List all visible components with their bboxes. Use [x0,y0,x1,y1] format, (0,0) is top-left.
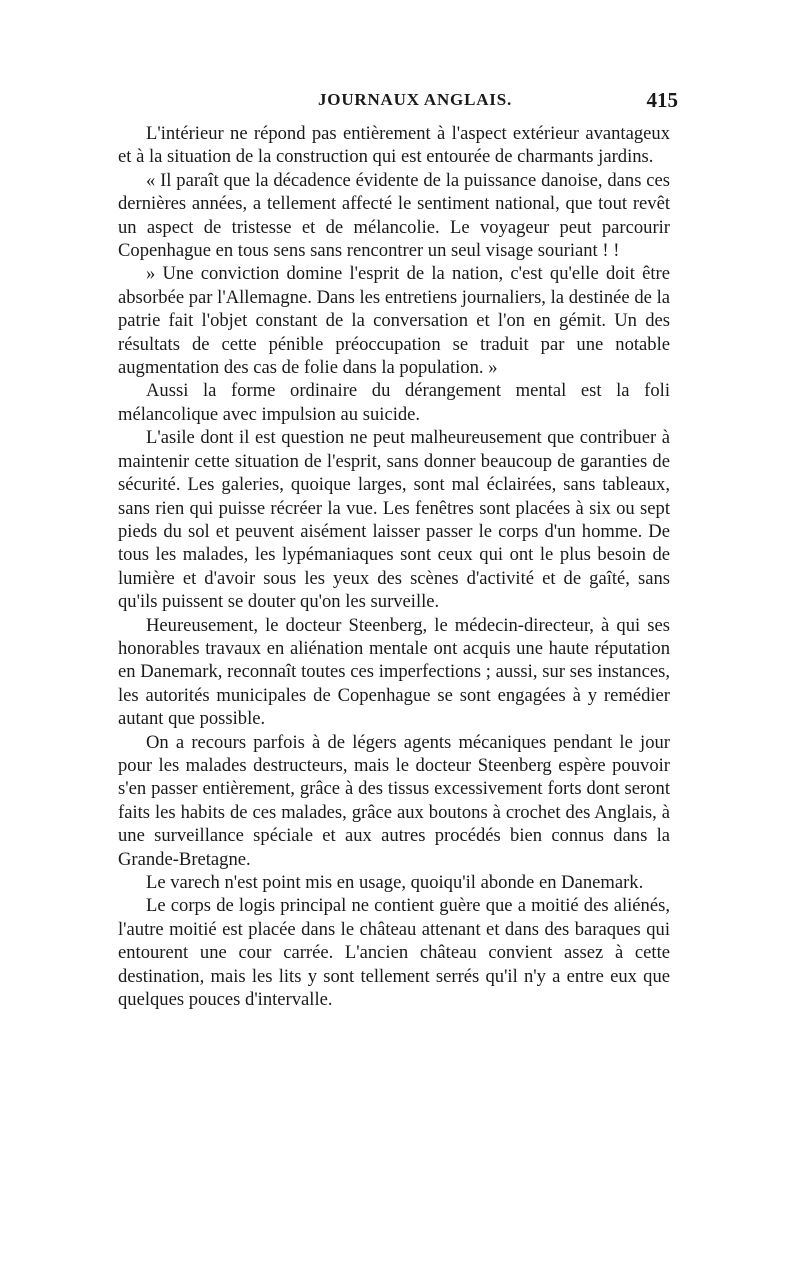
page-header [118,90,678,116]
paragraph: Le corps de logis principal ne contient guère que a moitié des aliénés, l'autre moitié est placée dans le château attenant et dans des baraques qui entourent une cour carrée. L'ancien château convient assez à cette destination, mais les lits y sont tellement serrés qu'il n'y a entre eux que quelques pouces d'intervalle. [118,895,670,1011]
running-head: JOURNAUX ANGLAIS. [318,90,513,109]
page-number: 415 [646,88,678,112]
paragraph: » Une conviction domine l'esprit de la nation, c'est qu'elle doit être absorbée par l'Allemagne. Dans les entretiens journaliers, la destinée de la patrie fait l'objet constant de la conversation et l'on en gémit. Un des résultats de cette pénible préoccupation se traduit par une notable augmentation des cas de folie dans la population. » [118,263,670,379]
paragraph: L'intérieur ne répond pas entièrement à l'aspect extérieur avantageux et à la situation de la construction qui est entourée de charmants jardins. [118,123,670,168]
body-text [118,122,670,1011]
paragraph: « Il paraît que la décadence évidente de la puissance danoise, dans ces dernières années, a tellement affecté le sentiment national, que tout revêt un aspect de tristesse et de mélancolie. Le voyageur peut parcourir Copenhague en tous sens sans rencontrer un seul visage souriant ! ! [118,169,670,262]
paragraph: L'asile dont il est question ne peut malheureusement que contribuer à maintenir cette situation de l'esprit, sans donner beaucoup de garanties de sécurité. Les galeries, quoique larges, sont mal éclairées, sans tableaux, sans rien qui puisse récréer la vue. Les fenêtres sont placées à six ou sept pieds du sol et peuvent aisément laisser passer le corps d'un homme. De tous les malades, les lypémaniaques sont ceux qui ont le plus besoin de lumière et d'avoir sous les yeux des scènes d'activité et de gaîté, sans qu'ils puissent se douter qu'on les surveille. [118,427,670,613]
paragraph: On a recours parfois à de légers agents mécaniques pendant le jour pour les malades destructeurs, mais le docteur Steenberg espère pouvoir s'en passer entièrement, grâce à des tissus excessivement forts dont seront faits les habits de ces malades, grâce aux boutons à crochet des Anglais, à une surveillance spéciale et aux autres procédés bien connus dans la Grande-Bretagne. [118,731,670,870]
paragraph: Heureusement, le docteur Steenberg, le médecin-directeur, à qui ses honorables travaux en aliénation mentale ont acquis une haute réputation en Danemark, reconnaît toutes ces imperfections ; aussi, sur ses instances, les autorités municipales de Copenhague se sont engagées à y remédier autant que possible. [118,614,670,730]
paragraph: Aussi la forme ordinaire du dérangement mental est la foli mélancolique avec impulsion au suicide. [118,380,670,425]
paragraph: Le varech n'est point mis en usage, quoiqu'il abonde en Danemark. [146,872,644,893]
